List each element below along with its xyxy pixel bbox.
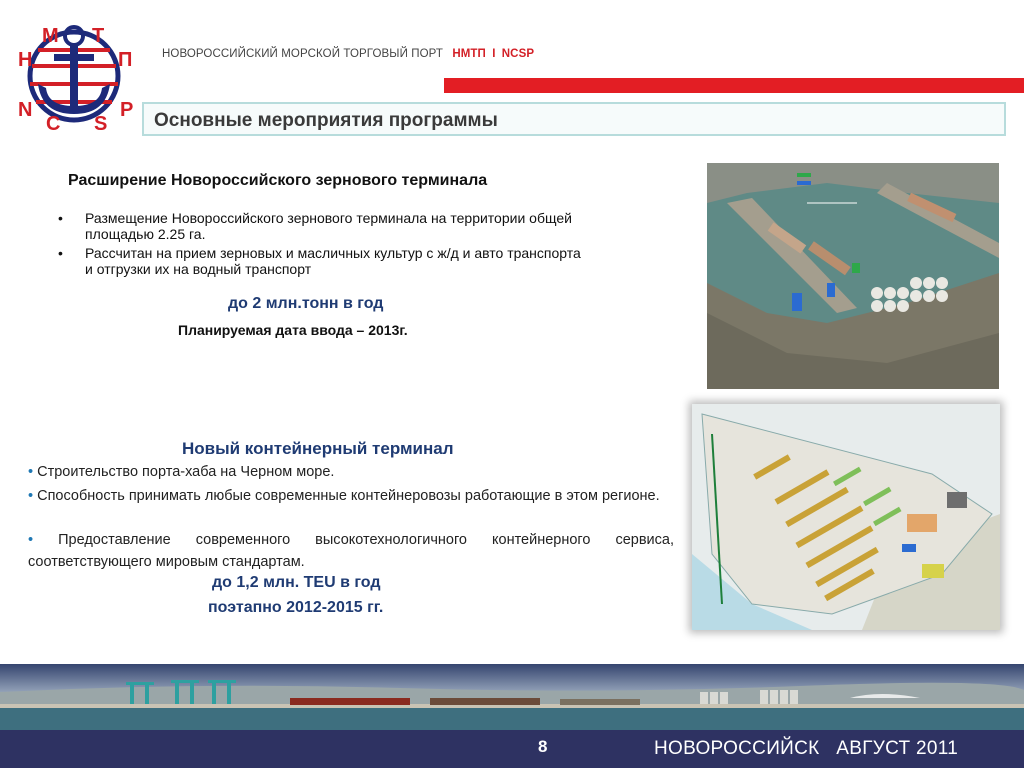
grain-section-title: Расширение Новороссийского зернового терминала: [68, 172, 488, 189]
bullet-dot: •: [28, 464, 34, 480]
footer-location-date: [654, 738, 958, 760]
svg-text:М: М: [42, 25, 59, 47]
slide-title-box: [142, 102, 1006, 136]
footer-bar: [0, 730, 1024, 768]
bullet-dot: •: [28, 488, 34, 504]
brand-separator: I: [492, 48, 496, 60]
svg-text:N: N: [18, 99, 33, 121]
svg-text:Н: Н: [18, 49, 33, 71]
container-bullet-text: Способность принимать любые современные контейнеровозы работающие в этом регионе.: [37, 488, 660, 504]
grain-capacity: до 2 млн.тонн в год: [228, 295, 384, 312]
brand-ru: НМТП: [452, 48, 486, 60]
company-logo: [8, 14, 144, 132]
container-bullet-text: Предоставление современного высокотехнологичного контейнерного сервиса, соответствующего мировым стандартам.: [28, 532, 674, 570]
svg-text:C: C: [46, 113, 61, 132]
container-section-title: Новый контейнерный терминал: [182, 439, 454, 458]
bullet-dot: •: [58, 245, 63, 261]
header-red-bar: [444, 78, 1024, 93]
grain-bullet-text: Размещение Новороссийского зернового терминала на территории общей площадью 2.25 га.: [85, 210, 572, 242]
grain-bullet-text: Рассчитан на прием зерновых и масличных культур с ж/д и авто транспорта и отгрузки их на водный транспорт: [85, 245, 581, 277]
bullet-dot: •: [58, 210, 63, 226]
grain-bullet: [58, 245, 581, 279]
svg-text:Т: Т: [92, 25, 105, 47]
grain-launch-date: Планируемая дата ввода – 2013г.: [178, 322, 408, 338]
container-bullet-text: Строительство порта-хаба на Черном море.: [37, 464, 335, 480]
container-period: поэтапно 2012-2015 гг.: [208, 599, 384, 616]
page-number: 8: [538, 737, 548, 756]
container-terminal-plan-image: [692, 404, 1000, 630]
org-name: НОВОРОССИЙСКИЙ МОРСКОЙ ТОРГОВЫЙ ПОРТ: [162, 48, 444, 60]
slide-title: Основные мероприятия программы: [154, 110, 498, 131]
svg-text:S: S: [94, 113, 108, 132]
brand-en: NCSP: [501, 48, 535, 60]
container-bullet: [28, 485, 674, 507]
port-panorama-image: [0, 664, 1024, 730]
grain-bullet: [58, 210, 578, 244]
org-name-line: [162, 48, 534, 60]
svg-text:П: П: [118, 49, 133, 71]
container-bullet: [28, 461, 674, 483]
svg-text:P: P: [120, 99, 134, 121]
grain-terminal-aerial-photo: [707, 163, 999, 389]
container-capacity: до 1,2 млн. TEU в год: [212, 574, 381, 591]
bullet-dot: •: [28, 532, 34, 548]
footer-date: АВГУСТ 2011: [836, 738, 959, 759]
footer-city: НОВОРОССИЙСК: [654, 738, 820, 759]
container-bullet: [28, 529, 674, 573]
